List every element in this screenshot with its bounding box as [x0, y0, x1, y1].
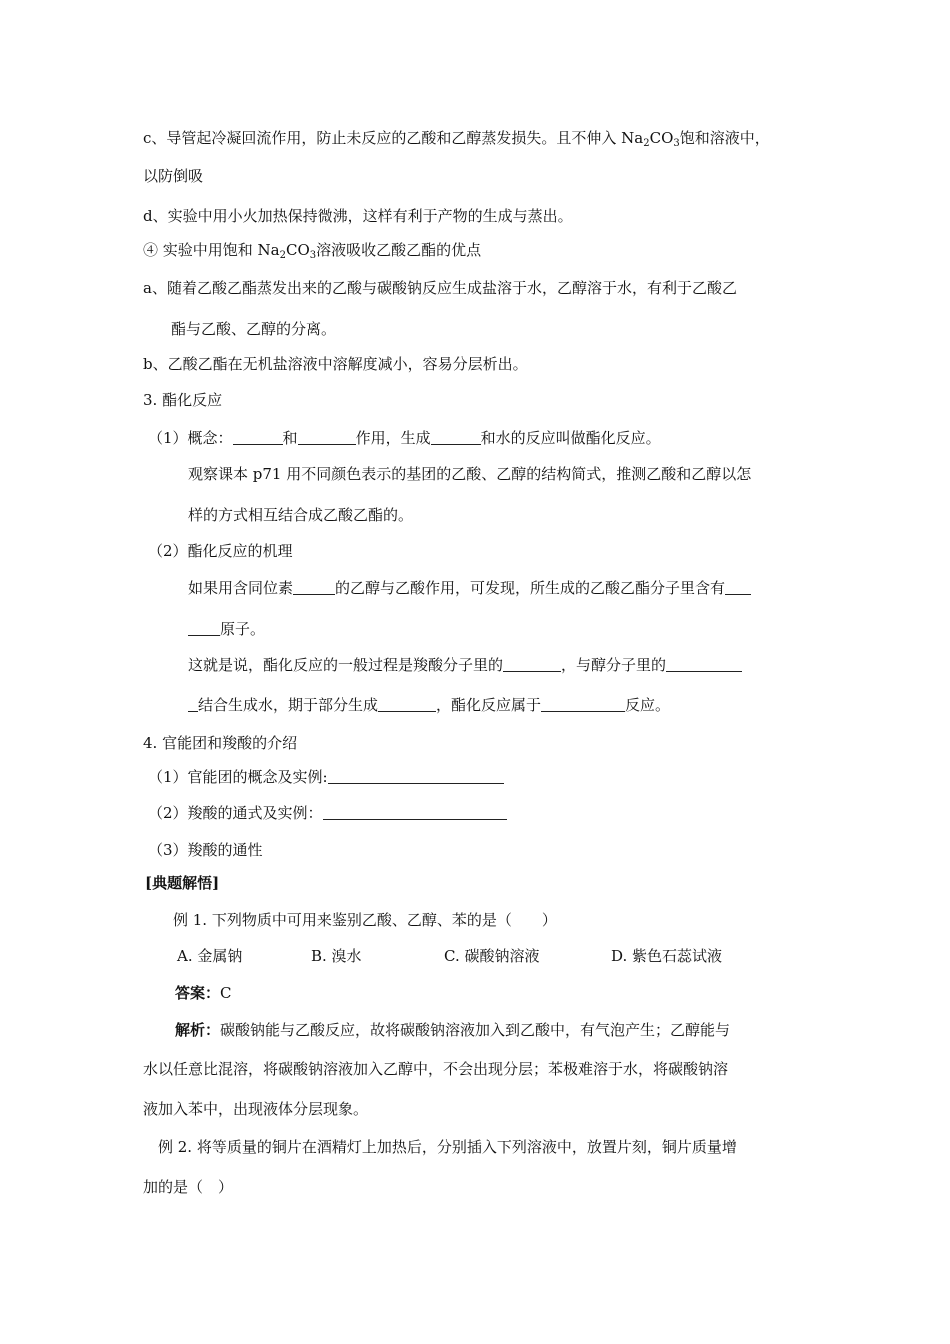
blank[interactable]: [298, 430, 356, 445]
section-example-heading: [典题解悟]: [145, 874, 220, 892]
point-b: b、乙酸乙酯在无机盐溶液中溶解度减小，容易分层析出。: [143, 355, 528, 373]
blank[interactable]: [188, 697, 198, 712]
option-a: A. 金属钠: [177, 947, 243, 965]
general-line2: 结合生成水，期于部分生成 ，酯化反应属于 反应。: [188, 695, 670, 715]
concept-line: （1）概念： 和 作用，生成 和水的反应叫做酯化反应。: [148, 429, 661, 447]
answer-line: 答案：C: [175, 984, 232, 1002]
isotope-line1: 如果用含同位素 的乙醇与乙酸作用，可发现，所生成的乙酸乙酯分子里含有: [188, 578, 751, 598]
option-d: D. 紫色石蕊试液: [611, 947, 723, 965]
item-4-heading: ④ 实验中用饱和 $Na_2CO_3$溶液吸收乙酸乙酯的优点: [143, 241, 482, 261]
blank[interactable]: [541, 697, 625, 712]
general-line1: 这就是说，酯化反应的一般过程是羧酸分子里的 ，与醇分子里的: [188, 655, 742, 675]
blank[interactable]: [431, 430, 481, 445]
observe-line1: 观察课本 p71 用不同颜色表示的基团的乙酸、乙醇的结构简式，推测乙酸和乙醇以怎: [188, 465, 752, 483]
blank[interactable]: [328, 769, 504, 784]
analysis-line2: 水以任意比混溶，将碳酸钠溶液加入乙醇中，不会出现分层；苯极难溶于水，将碳酸钠溶: [143, 1060, 729, 1078]
blank[interactable]: [293, 580, 335, 595]
observe-line2: 样的方式相互结合成乙酸乙酯的。: [188, 506, 414, 524]
section-4-heading: 4. 官能团和羧酸的介绍: [143, 734, 298, 752]
carboxylic-formula-line: （2）羧酸的通式及实例：: [148, 803, 507, 823]
point-a-line1: a、随着乙酸乙酯蒸发出来的乙酸与碳酸钠反应生成盐溶于水，乙醇溶于水，有利于乙酸乙: [143, 279, 737, 297]
analysis-line1: 解析：碳酸钠能与乙酸反应，故将碳酸钠溶液加入到乙酸中，有气泡产生；乙醇能与: [175, 1021, 731, 1039]
blank[interactable]: [378, 697, 436, 712]
point-c-line1: c、导管起冷凝回流作用，防止未反应的乙酸和乙醇蒸发损失。且不伸入 $Na_2CO_3$饱和溶液中，: [143, 129, 770, 149]
mechanism-heading: （2）酯化反应的机理: [148, 542, 293, 560]
blank[interactable]: [323, 805, 507, 820]
blank[interactable]: [188, 621, 220, 636]
section-3-heading: 3. 酯化反应: [143, 391, 223, 409]
carboxylic-property-line: （3）羧酸的通性: [148, 841, 263, 859]
blank[interactable]: [233, 430, 283, 445]
isotope-line2: 原子。: [188, 619, 265, 639]
point-a-line2: 酯与乙酸、乙醇的分离。: [171, 320, 337, 338]
example-2-line2: 加的是（ ）: [143, 1178, 234, 1196]
option-c: C. 碳酸钠溶液: [444, 947, 540, 965]
blank[interactable]: [725, 580, 751, 595]
option-b: B. 溴水: [311, 947, 362, 965]
example-1-question: 例 1. 下列物质中可用来鉴别乙酸、乙醇、苯的是（ ）: [173, 911, 557, 929]
functional-group-line: （1）官能团的概念及实例:: [148, 767, 504, 787]
example-2-line1: 例 2. 将等质量的铜片在酒精灯上加热后，分别插入下列溶液中，放置片刻，铜片质量增: [158, 1138, 737, 1156]
analysis-line3: 液加入苯中，出现液体分层现象。: [143, 1100, 369, 1118]
point-c-line2: 以防倒吸: [143, 167, 204, 185]
blank[interactable]: [503, 657, 561, 672]
blank[interactable]: [666, 657, 742, 672]
point-d: d、实验中用小火加热保持微沸，这样有利于产物的生成与蒸出。: [143, 207, 573, 225]
